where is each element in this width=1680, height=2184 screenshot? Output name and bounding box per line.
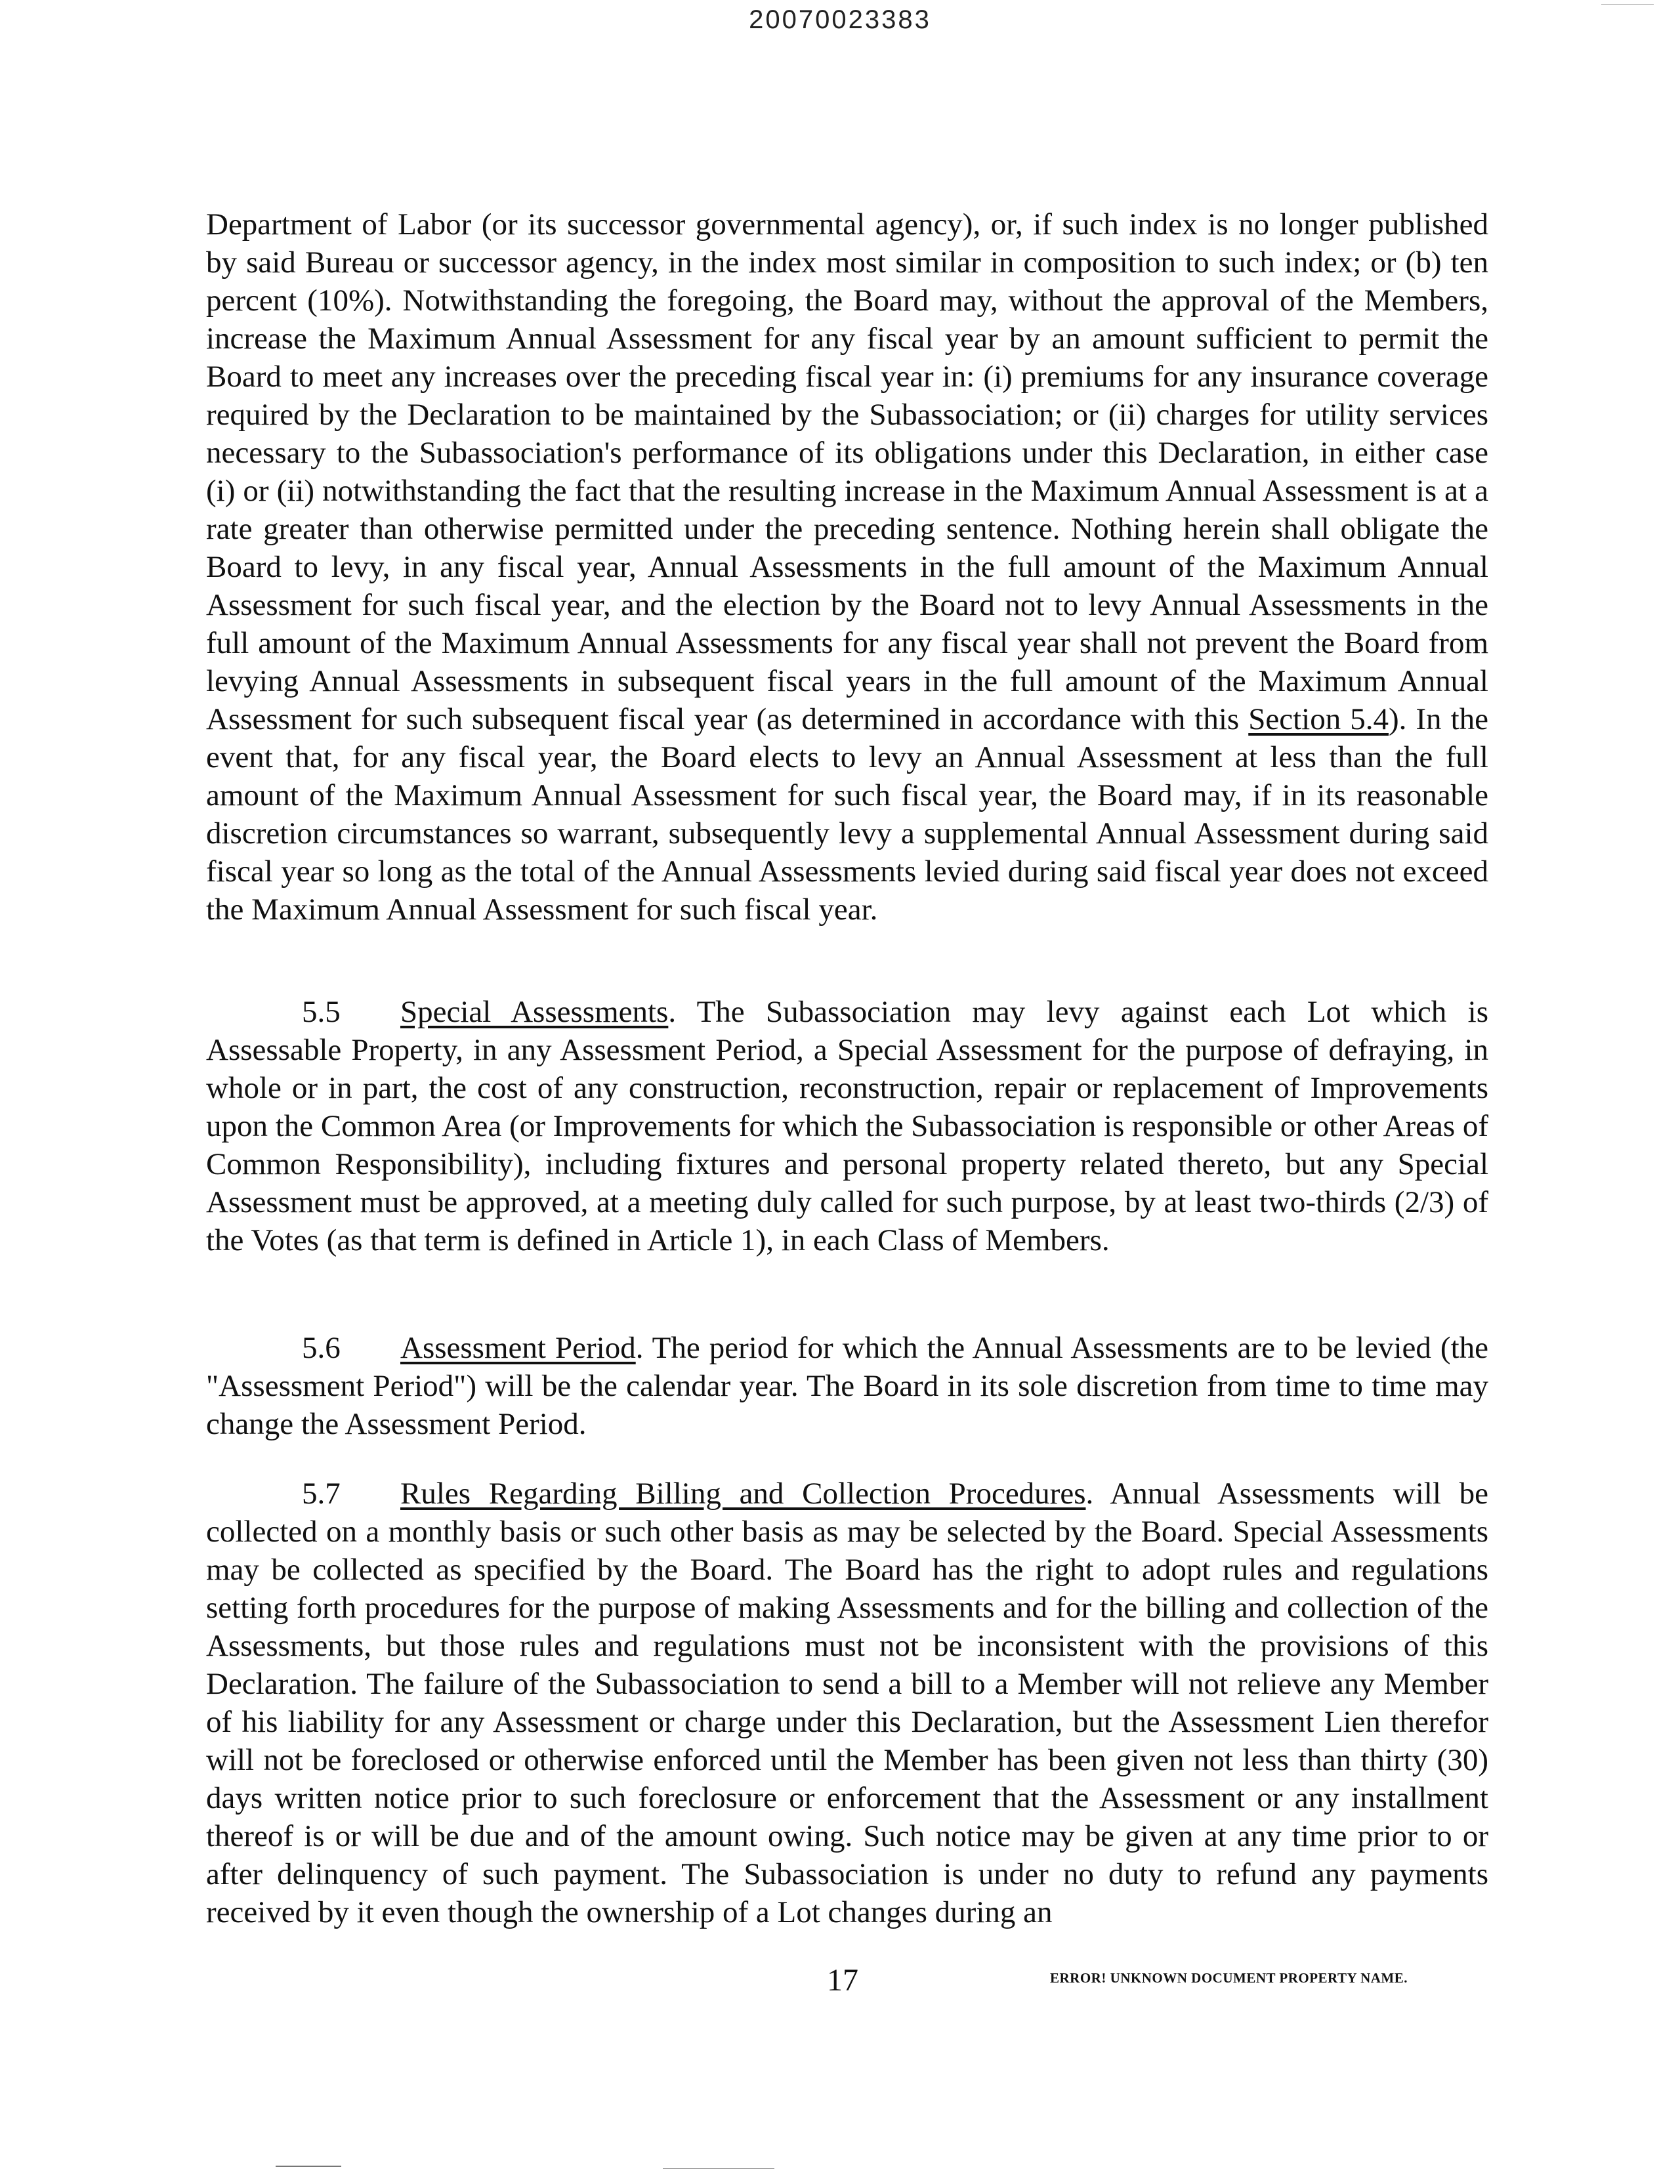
section-number: 5.5 [302, 995, 341, 1029]
section-title: Special Assessments [400, 995, 669, 1029]
section-5-5 [206, 993, 1488, 1259]
scan-artifact-bottom-left [276, 2166, 341, 2167]
section-reference-link: Section 5.4 [1248, 702, 1389, 736]
paragraph-text-tail: ). In the event that, for any fiscal year, the Board elects to levy an Annual Assessment at less than the full amount of the Maximum Annual Assessment for such fiscal year, the Board may, if in its reasonable discretion circumstances so warrant, subsequently levy a supplemental Annual Assessment during said fiscal year so long as the total of the Annual Assessments levied during said fiscal year does not exceed the Maximum Annual Assessment for such fiscal year. [206, 702, 1488, 927]
footer-note: ERROR! UNKNOWN DOCUMENT PROPERTY NAME. [1050, 1970, 1408, 1986]
section-5-6 [206, 1329, 1488, 1443]
scan-artifact-top-right [1601, 4, 1654, 5]
document-number: 20070023383 [749, 5, 931, 34]
page-number: 17 [827, 1963, 858, 1998]
section-5-7 [206, 1475, 1488, 1931]
scan-artifact-bottom-center [663, 2168, 774, 2169]
section-text: . Annual Assessments will be collected on a monthly basis or such other basis as may be selected by the Board. Special Assessments may be collected as specified by the Board. The Board has the right to adopt rules and regulations setting forth procedures for the purpose of making Assessments and for the billing and collection of the Assessments, but those rules and regulations must not be inconsistent with the provisions of this Declaration. The failure of the Subassociation to send a bill to a Member will not relieve any Member of his liability for any Assessment or charge under this Declaration, but the Assessment Lien therefor will not be foreclosed or otherwise enforced until the Member has been given not less than thirty (30) days written notice prior to such foreclosure or enforcement that the Assessment or any installment thereof is or will be due and of the amount owing. Such notice may be given at any time prior to or after delinquency of such payment. The Subassociation is under no duty to refund any payments received by it even though the ownership of a Lot changes during an [206, 1477, 1488, 1929]
paragraph-text: Department of Labor (or its successor governmental agency), or, if such index is no longer published by said Bureau or successor agency, in the index most similar in composition to such index; or (b) ten percent (10%). Notwithstanding the foregoing, the Board may, without the approval of the Members, increase the Maximum Annual Assessment for any fiscal year by an amount sufficient to permit the Board to meet any increases over the preceding fiscal year in: (i) premiums for any insurance coverage required by the Declaration to be maintained by the Subassociation; or (ii) charges for utility services necessary to the Subassociation's performance of its obligations under this Declaration, in either case (i) or (ii) notwithstanding the fact that the resulting increase in the Maximum Annual Assessment is at a rate greater than otherwise permitted under the preceding sentence. Nothing herein shall obligate the Board to levy, in any fiscal year, Annual Assessments in the full amount of the Maximum Annual Assessment for such fiscal year, and the election by the Board not to levy Annual Assessments in the full amount of the Maximum Annual Assessments for any fiscal year shall not prevent the Board from levying Annual Assessments in subsequent fiscal years in the full amount of the Maximum Annual Assessment for such subsequent fiscal year (as determined in accordance with this [206, 207, 1488, 736]
paragraph-continued [206, 205, 1488, 929]
section-title: Assessment Period [400, 1331, 636, 1365]
section-text: . The Subassociation may levy against each Lot which is Assessable Property, in any Assessment Period, a Special Assessment for the purpose of defraying, in whole or in part, the cost of any construction, reconstruction, repair or replacement of Improvements upon the Common Area (or Improvements for which the Subassociation is responsible or other Areas of Common Responsibility), including fixtures and personal property related thereto, but any Special Assessment must be approved, at a meeting duly called for such purpose, by at least two-thirds (2/3) of the Votes (as that term is defined in Article 1), in each Class of Members. [206, 995, 1489, 1257]
section-text: . The period for which the Annual Assessments are to be levied (the "Assessment Period") will be the calendar year. The Board in its sole discretion from time to time may change the Assessment Period. [206, 1331, 1488, 1441]
section-number: 5.7 [302, 1477, 341, 1511]
section-number: 5.6 [302, 1331, 341, 1365]
section-title: Rules Regarding Billing and Collection Procedures [400, 1477, 1086, 1511]
